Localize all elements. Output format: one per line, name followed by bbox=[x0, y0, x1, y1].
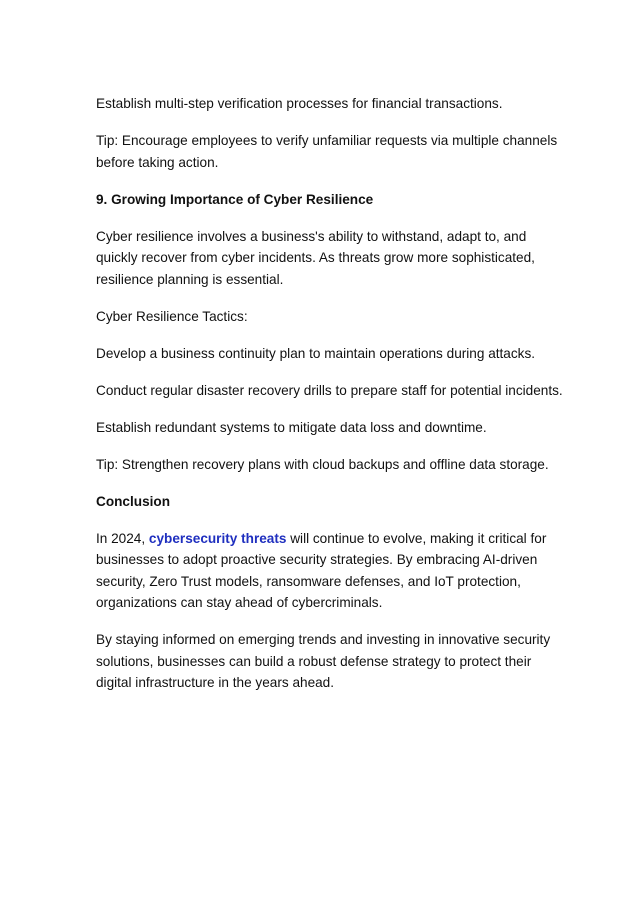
paragraph-tactics-label: Cyber Resilience Tactics: bbox=[96, 308, 248, 324]
section-heading-conclusion: Conclusion bbox=[96, 493, 171, 509]
paragraph-tactic-drills: Conduct regular disaster recovery drills to prepare staff for potential incidents. bbox=[96, 382, 563, 398]
section-heading-cyber-resilience: 9. Growing Importance of Cyber Resilience bbox=[96, 191, 374, 207]
document-body bbox=[96, 93, 566, 709]
conclusion-prefix: In 2024, bbox=[96, 530, 149, 546]
conclusion-suffix: will continue to evolve, making it critical for businesses to adopt proactive security strategies. By embracing AI-driven security, Zero Trust models, ransomware defenses, and IoT protection, organizations can stay ahead of cybercriminals. bbox=[96, 530, 547, 610]
paragraph-tactic-continuity: Develop a business continuity plan to maintain operations during attacks. bbox=[96, 345, 536, 361]
paragraph-conclusion-1 bbox=[96, 528, 566, 614]
paragraph-tip-recovery: Tip: Strengthen recovery plans with cloud backups and offline data storage. bbox=[96, 456, 549, 472]
paragraph-resilience-intro: Cyber resilience involves a business's ability to withstand, adapt to, and quickly recover from cyber incidents. As threats grow more sophisticated, resilience planning is essential. bbox=[96, 228, 535, 287]
cybersecurity-threats-link[interactable]: cybersecurity threats bbox=[148, 530, 287, 546]
paragraph-tip-verify: Tip: Encourage employees to verify unfamiliar requests via multiple channels before taking action. bbox=[96, 133, 558, 170]
paragraph-conclusion-2: By staying informed on emerging trends and investing in innovative security solutions, businesses can build a robust defense strategy to protect their digital infrastructure in the years ahead. bbox=[96, 632, 551, 690]
paragraph-tactic-redundant: Establish redundant systems to mitigate data loss and downtime. bbox=[96, 419, 487, 435]
paragraph-verification: Establish multi-step verification processes for financial transactions. bbox=[96, 96, 503, 111]
